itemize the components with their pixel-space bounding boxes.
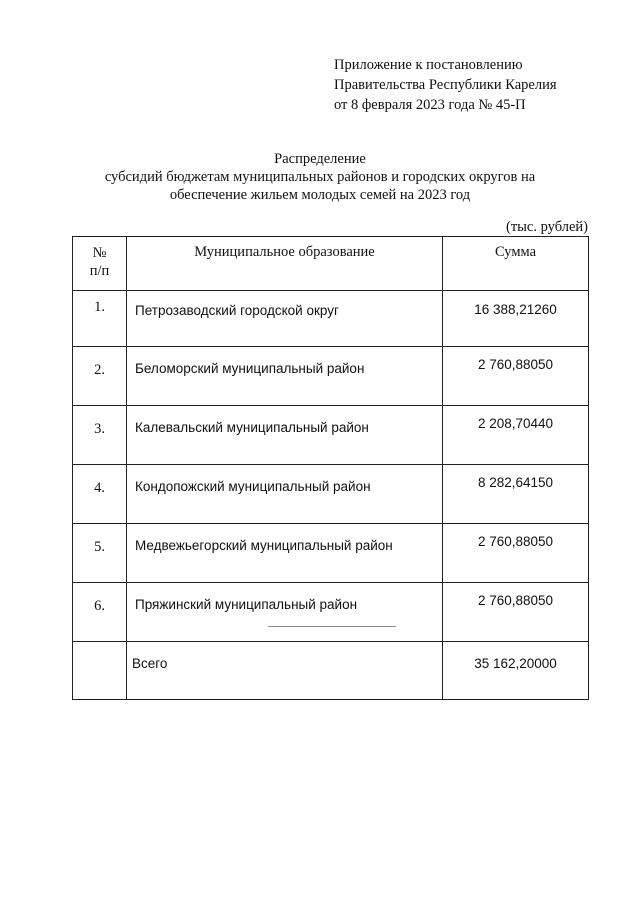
header-num-line-2: п/п [89,263,110,279]
table-header-row [73,237,589,291]
row-num: 2. [73,347,127,406]
row-num: 4. [73,465,127,524]
row-sum: 2 760,88050 [443,583,589,642]
row-num: 5. [73,524,127,583]
row-municipality: Кондопожский муниципальный район [127,465,443,524]
header-num [73,237,127,291]
row-sum: 8 282,64150 [443,465,589,524]
row-sum: 16 388,21260 [443,291,589,347]
header-sum: Сумма [443,237,589,291]
row-num: 3. [73,406,127,465]
header-num-line-1: № [92,245,107,261]
row-sum: 2 760,88050 [443,347,589,406]
document-subtitle-line-1: субсидий бюджетам муниципальных районов и городских округов на [104,169,536,185]
total-label: Всего [127,642,443,700]
row-sum: 2 760,88050 [443,524,589,583]
units-label: (тыс. рублей) [506,219,588,235]
row-municipality: Калевальский муниципальный район [127,406,443,465]
total-sum: 35 162,20000 [443,642,589,700]
row-municipality: Беломорский муниципальный район [127,347,443,406]
closing-rule [268,626,396,627]
table-row [73,465,589,524]
table-row [73,347,589,406]
row-municipality: Медвежьегорский муниципальный район [127,524,443,583]
row-municipality: Пряжинский муниципальный район [127,583,443,642]
row-num: 1. [73,291,127,347]
total-num-empty [73,642,127,700]
subsidy-table [72,236,589,700]
document-title: Распределение [274,151,366,167]
table-row [73,524,589,583]
table-row [73,291,589,347]
table-row [73,583,589,642]
table-row [73,406,589,465]
appendix-line-3: от 8 февраля 2023 года № 45-П [334,97,526,113]
header-municipality: Муниципальное образование [127,237,443,291]
document-subtitle-line-2: обеспечение жильем молодых семей на 2023 год [169,187,471,203]
appendix-line-1: Приложение к постановлению [334,57,523,73]
table-total-row [73,642,589,700]
appendix-line-2: Правительства Республики Карелия [334,77,557,93]
row-sum: 2 208,70440 [443,406,589,465]
row-num: 6. [73,583,127,642]
row-municipality: Петрозаводский городской округ [127,291,443,347]
